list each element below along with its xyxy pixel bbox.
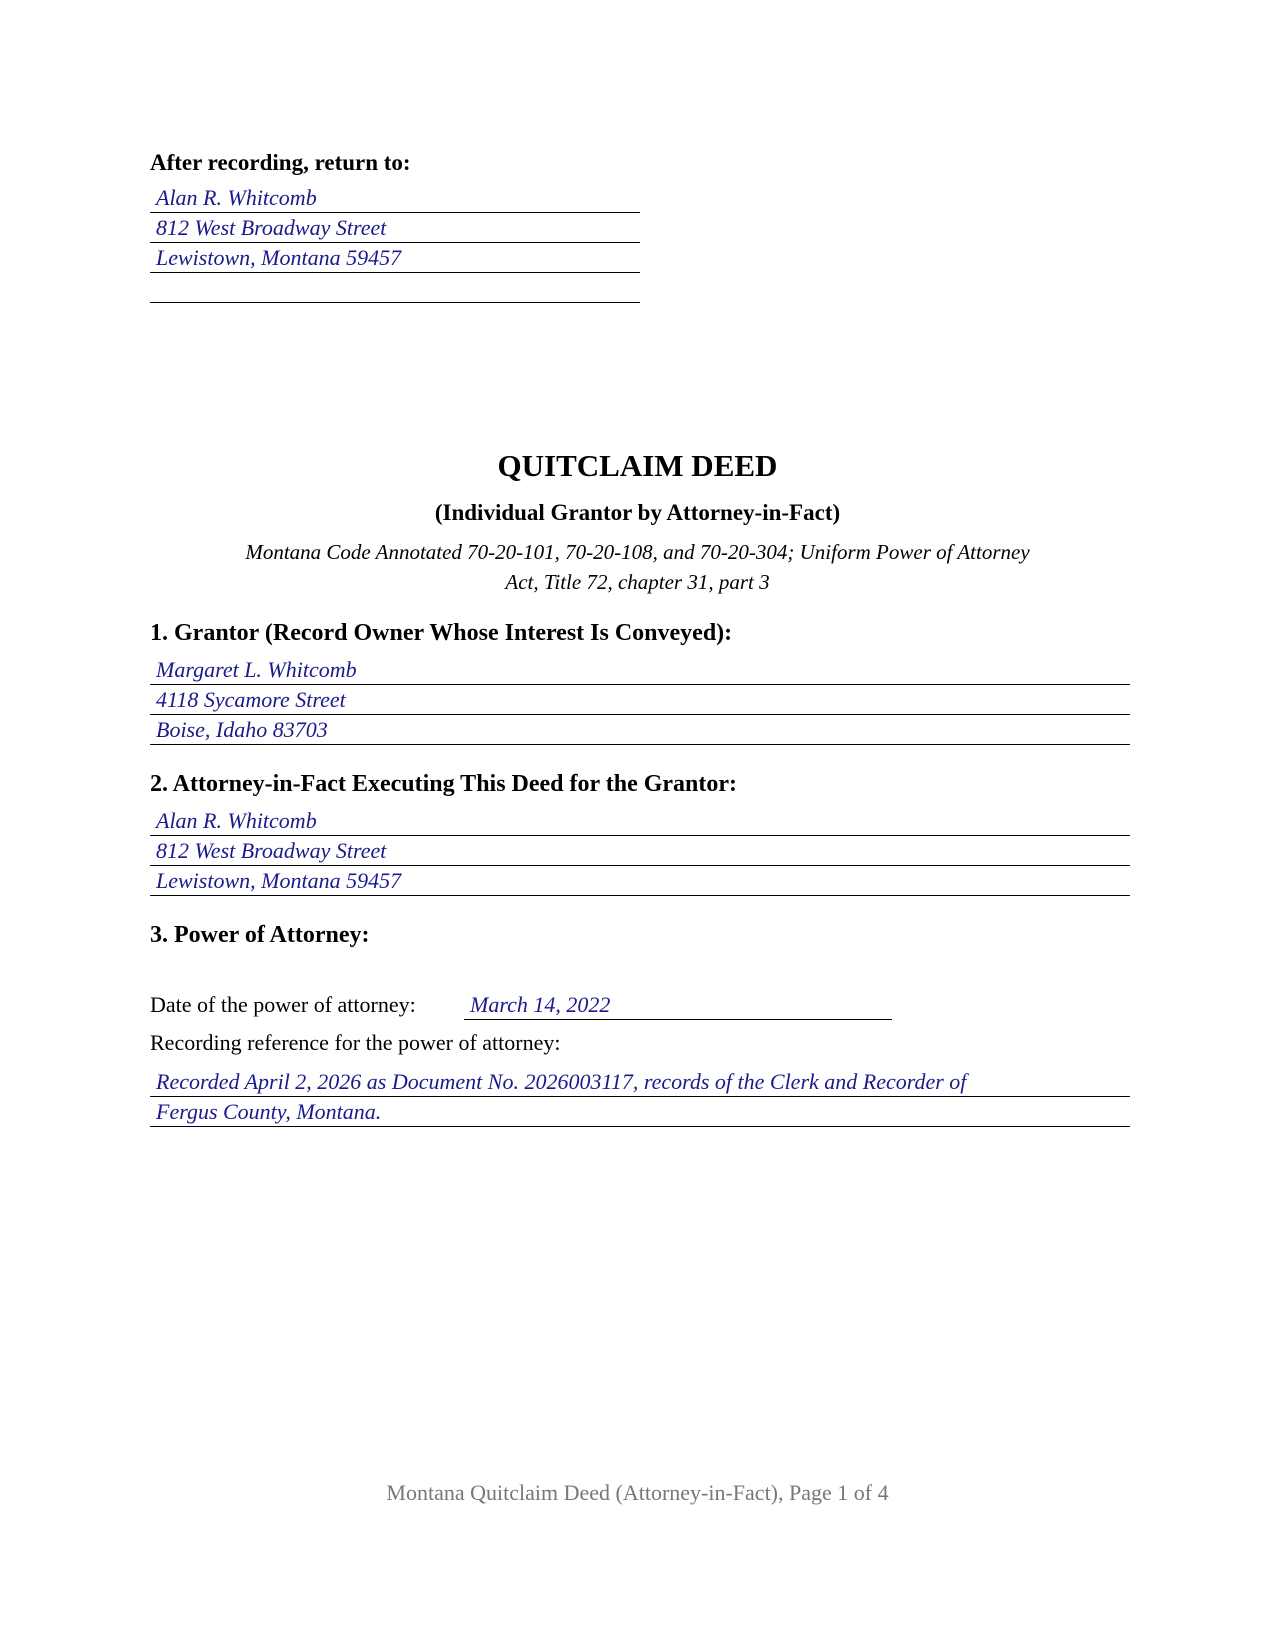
poa-reference-label: Recording reference for the power of attorney: — [150, 1030, 561, 1055]
citation-line-1: Montana Code Annotated 70-20-101, 70-20-108, and 70-20-304; Uniform Power of Attorney — [245, 540, 1030, 564]
attorney-name-field[interactable]: Alan R. Whitcomb — [150, 806, 1130, 836]
attorney-address — [150, 806, 1130, 896]
poa-date-label: Date of the power of attorney: — [150, 992, 416, 1017]
power-heading: 3. Power of Attorney: — [150, 922, 370, 948]
attorney-heading: 2. Attorney-in-Fact Executing This Deed for the Grantor: — [150, 771, 738, 797]
grantor-address — [150, 655, 1130, 745]
document-subtitle: (Individual Grantor by Attorney-in-Fact) — [434, 500, 841, 525]
grantor-name-field[interactable]: Margaret L. Whitcomb — [150, 655, 1130, 685]
return-to-address — [150, 183, 640, 303]
return-to-name-field[interactable]: Alan R. Whitcomb — [150, 183, 640, 213]
poa-reference-field-1[interactable]: Recorded April 2, 2026 as Document No. 2026003117, records of the Clerk and Recorder of — [150, 1067, 1130, 1097]
return-to-street-field[interactable]: 812 West Broadway Street — [150, 213, 640, 243]
poa-date-field[interactable]: March 14, 2022 — [464, 990, 892, 1020]
attorney-street-field[interactable]: 812 West Broadway Street — [150, 836, 1130, 866]
return-to-label: After recording, return to: — [150, 150, 411, 175]
page-footer: Montana Quitclaim Deed (Attorney-in-Fact), Page 1 of 4 — [386, 1480, 889, 1505]
statute-citation — [0, 537, 1275, 597]
return-to-extra-field[interactable] — [150, 273, 640, 303]
grantor-heading: 1. Grantor (Record Owner Whose Interest Is Conveyed): — [150, 620, 733, 646]
grantor-street-field[interactable]: 4118 Sycamore Street — [150, 685, 1130, 715]
attorney-city-field[interactable]: Lewistown, Montana 59457 — [150, 866, 1130, 896]
citation-line-2: Act, Title 72, chapter 31, part 3 — [505, 570, 770, 594]
grantor-city-field[interactable]: Boise, Idaho 83703 — [150, 715, 1130, 745]
poa-reference-lines — [150, 1067, 1130, 1127]
return-to-city-field[interactable]: Lewistown, Montana 59457 — [150, 243, 640, 273]
document-title: QUITCLAIM DEED — [497, 448, 778, 483]
poa-reference-field-2[interactable]: Fergus County, Montana. — [150, 1097, 1130, 1127]
